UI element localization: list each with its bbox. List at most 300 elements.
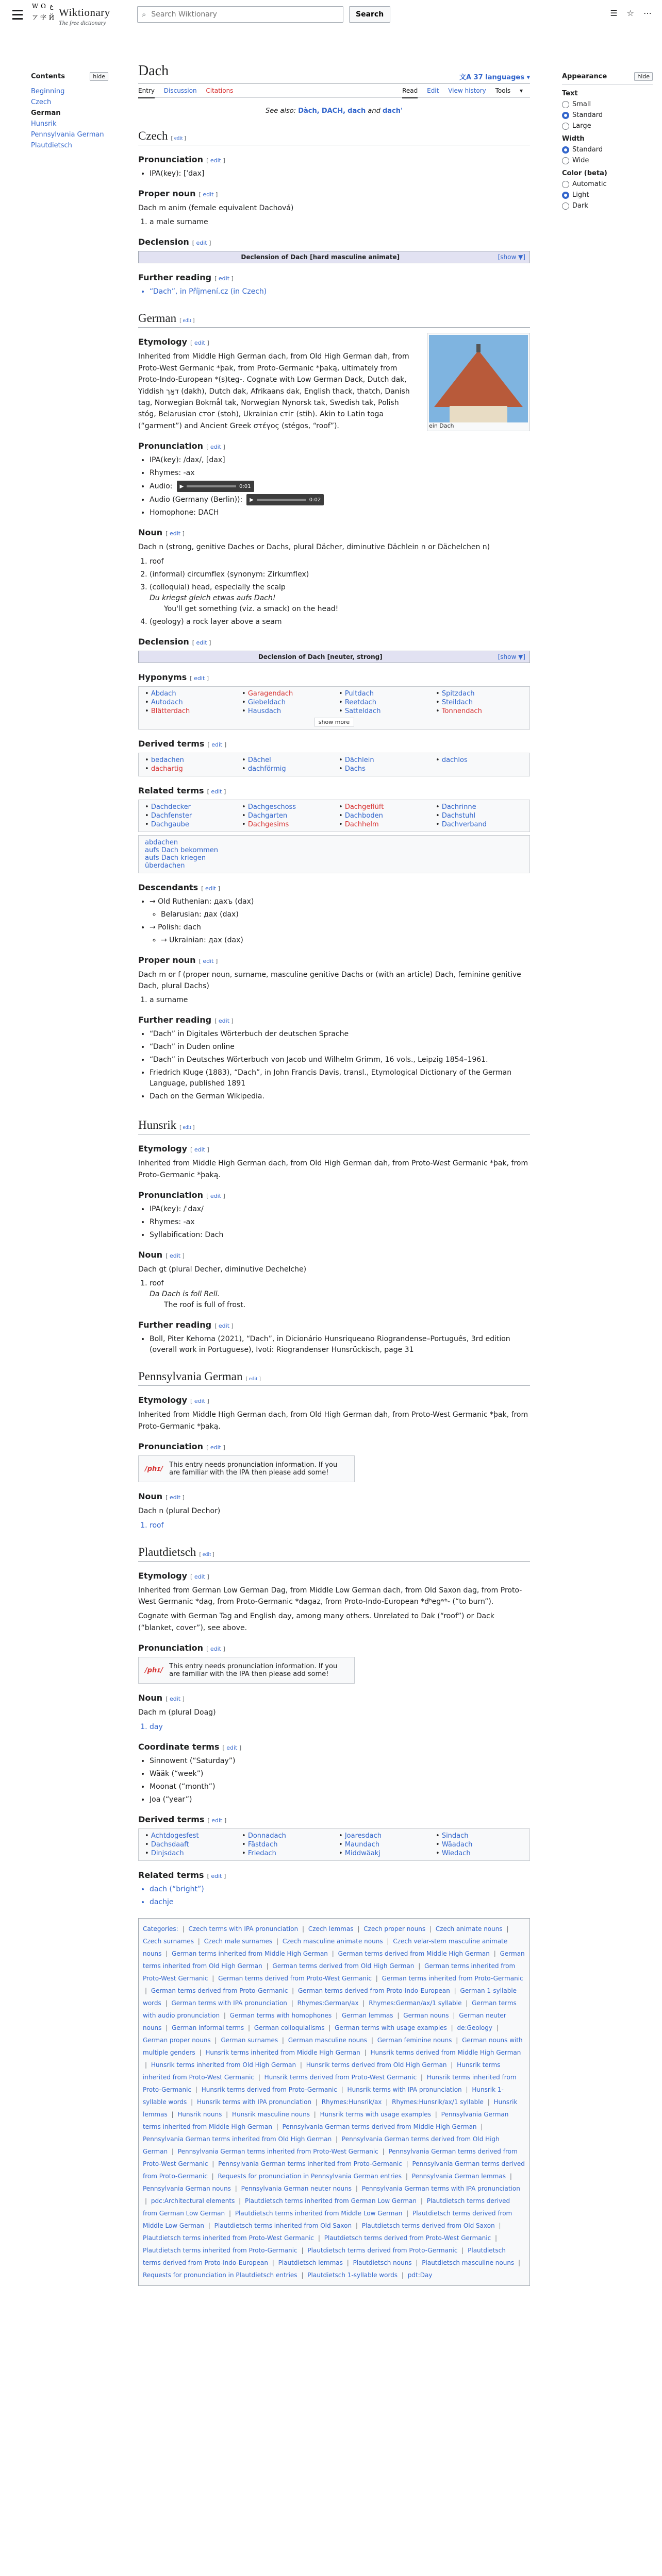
term-link[interactable]: • Dachgarten	[242, 812, 329, 820]
edit-link[interactable]: [ edit ]	[171, 135, 186, 141]
category-link[interactable]: Plautdietsch terms derived from Proto-West Germanic	[324, 2234, 491, 2242]
search-button[interactable]: Search	[349, 6, 390, 23]
edit-link[interactable]: [ edit ]	[166, 1696, 185, 1702]
category-separator: |	[355, 2222, 358, 2229]
category-link[interactable]: Pennsylvania German terms inherited from Middle High German	[143, 2110, 509, 2130]
category-link[interactable]: Rhymes:German/ax/1 syllable	[369, 1999, 462, 2007]
main-menu-button[interactable]	[10, 7, 25, 22]
category-link[interactable]: Pennsylvania German terms derived from Proto-West Germanic	[143, 2147, 518, 2167]
further-reading-item: • Boll, Piter Kehoma (2021), “Dach”, in Dicionário Hunsriqueano Riograndense–Português, 3rd edition (overall work in Portuguese), Ivoti: Riograndenser Hunsrückisch, page 31	[150, 1334, 530, 1355]
watchlist-icon[interactable]: ☆	[626, 8, 634, 18]
heading-text: Coordinate terms	[138, 1741, 220, 1752]
audio-row	[150, 481, 530, 492]
toc-item-czech[interactable]: Czech	[31, 98, 52, 106]
categories-box	[138, 1918, 530, 2286]
tab-citations[interactable]: Citations	[206, 87, 234, 94]
edit-link[interactable]: [ edit ]	[214, 275, 234, 282]
category-link[interactable]: German terms with homophones	[229, 2011, 332, 2019]
edit-link[interactable]: [ edit ]	[179, 1124, 194, 1130]
heading-further-reading	[138, 1320, 530, 1330]
term-link[interactable]: • dachförmig	[242, 765, 329, 773]
audio-time: 0:02	[309, 497, 321, 503]
image-caption: ein Dach	[429, 422, 454, 430]
term-link[interactable]: • Tonnendach	[436, 707, 523, 715]
category-link[interactable]: German neuter nouns	[143, 2011, 506, 2031]
heading-declension	[138, 637, 530, 647]
tab-tools[interactable]: Tools ▾	[495, 87, 523, 94]
term-link[interactable]: • Dächel	[242, 756, 329, 764]
width-label: Width	[562, 135, 585, 143]
term-link[interactable]: • Joaresdach	[339, 1832, 426, 1840]
coordinate-term[interactable]: • Moonat (“month”)	[150, 1782, 530, 1792]
category-link[interactable]: German lemmas	[341, 2011, 393, 2019]
further-link[interactable]: • “Dach” in Digitales Wörterbuch der deutschen Sprache	[150, 1029, 530, 1040]
category-link[interactable]: Hunsrik terms with IPA pronunciation	[196, 2098, 312, 2106]
term-link[interactable]: aufs Dach kriegen	[145, 854, 206, 862]
heading-derived-terms	[138, 1815, 530, 1824]
category-link[interactable]: Czech velar-stem masculine animate nouns	[143, 1937, 508, 1957]
toc-hide-button[interactable]: hide	[90, 72, 108, 81]
heading-pronunciation	[138, 155, 530, 164]
category-link[interactable]: German surnames	[221, 2036, 278, 2044]
edit-link[interactable]: [ edit ]	[207, 1873, 226, 1879]
category-link[interactable]: Plautdietsch masculine nouns	[422, 2259, 515, 2266]
category-link[interactable]: Plautdietsch terms derived from Middle Low German	[143, 2209, 512, 2229]
category-link[interactable]: Hunsrik masculine nouns	[232, 2110, 310, 2118]
category-separator: |	[420, 2197, 423, 2205]
heading-text: Czech	[138, 129, 168, 142]
category-link[interactable]: German terms derived from Old High German	[272, 1962, 415, 1970]
ipa-request-icon: /phɪ/	[145, 1465, 163, 1473]
term-link[interactable]: • Dinjsdach	[145, 1850, 233, 1857]
toc-item-pennsylvania-german[interactable]: Pennsylvania German	[31, 131, 104, 139]
tab-view-history[interactable]: View history	[448, 87, 486, 94]
category-link[interactable]: German terms with usage examples	[335, 2024, 447, 2031]
toc-item-hunsrik[interactable]: Hunsrik	[31, 120, 57, 128]
category-separator: |	[195, 2086, 197, 2093]
category-link[interactable]: Czech masculine animate nouns	[282, 1937, 383, 1945]
tab-edit[interactable]: Edit	[427, 87, 439, 94]
term-link[interactable]: • Hausdach	[242, 707, 329, 715]
heading-derived-terms	[138, 739, 530, 749]
category-link[interactable]: Hunsrik terms derived from Proto-West Germanic	[264, 2073, 417, 2081]
term-link[interactable]: • Spitzdach	[436, 690, 523, 698]
term-link[interactable]: • Fästdach	[242, 1841, 329, 1849]
edit-link[interactable]: [ edit ]	[206, 1193, 225, 1199]
notifications-icon[interactable]: ☰	[610, 8, 618, 18]
section-german	[138, 312, 530, 1104]
category-separator: |	[166, 1950, 168, 1957]
edit-link[interactable]: [ edit ]	[206, 444, 225, 450]
category-link[interactable]: Rhymes:German/ax	[297, 1999, 359, 2007]
see-also-label: See also:	[265, 107, 296, 115]
edit-link[interactable]: [ edit ]	[201, 885, 220, 892]
term-link[interactable]: • Blätterdach	[145, 707, 233, 715]
term-link[interactable]: • Giebeldach	[242, 699, 329, 706]
edit-link[interactable]: [ edit ]	[199, 191, 218, 198]
term-link[interactable]: • Dachhelm	[339, 821, 426, 828]
ipa-line: • IPA(key): /ˈdax/	[150, 1204, 530, 1215]
declension-title: Declension of Dach [neuter, strong]	[258, 653, 383, 660]
term-link[interactable]: • Satteldach	[339, 707, 426, 715]
toc-header	[31, 72, 108, 81]
category-link[interactable]: Czech proper nouns	[363, 1925, 426, 1933]
category-separator: |	[212, 2160, 214, 2167]
edit-link[interactable]: [ edit ]	[214, 1323, 234, 1329]
category-separator: |	[416, 2259, 418, 2266]
category-link[interactable]: German terms inherited from Proto-West Germanic	[143, 1962, 516, 1982]
category-link[interactable]: Hunsrik terms inherited from Proto-West Germanic	[143, 2061, 501, 2081]
category-link[interactable]: German terms inherited from Middle High German	[172, 1950, 328, 1957]
category-separator: |	[191, 2098, 193, 2106]
heading-text: Pronunciation	[138, 1643, 204, 1653]
coordinate-term[interactable]: • Joa (“year”)	[150, 1794, 530, 1805]
category-link[interactable]: Pennsylvania German terms inherited from Old High German	[143, 2135, 332, 2143]
category-link[interactable]: Czech surnames	[143, 1937, 194, 1945]
category-separator: |	[466, 1999, 468, 2007]
heading-text: Hyponyms	[138, 672, 187, 682]
category-link[interactable]: German masculine nouns	[288, 2036, 368, 2044]
category-link[interactable]: Rhymes:Hunsrik/ax	[321, 2098, 382, 2106]
category-link[interactable]: German terms with audio pronunciation	[143, 1999, 517, 2019]
coordinate-term[interactable]: • Wääk (“week”)	[150, 1769, 530, 1780]
category-link[interactable]: German terms inherited from Proto-Germanic	[382, 1974, 523, 1982]
category-link[interactable]: German 1-syllable words	[143, 1987, 517, 2007]
edit-link[interactable]: [ edit ]	[192, 639, 211, 646]
page-title: Dach	[138, 63, 169, 79]
category-link[interactable]: Plautdietsch terms derived from Old Saxon	[361, 2222, 495, 2229]
category-link[interactable]: German colloquialisms	[254, 2024, 325, 2031]
term-link[interactable]: • Garagendach	[242, 690, 329, 698]
term-link[interactable]: • Dachstuhl	[436, 812, 523, 820]
category-link[interactable]: Hunsrik terms inherited from Middle High German	[205, 2048, 360, 2056]
category-link[interactable]: Pennsylvania German terms with IPA pronunciation	[361, 2184, 520, 2192]
show-button[interactable]: [show ▼]	[498, 653, 525, 660]
term-link[interactable]: abdachen	[145, 838, 178, 846]
appearance-panel	[562, 72, 653, 213]
toc-item-plautdietsch[interactable]: Plautdietsch	[31, 142, 72, 149]
headword-line: Dach m anim (female equivalent Dachová)	[138, 204, 294, 212]
see-also-link[interactable]: dach	[347, 107, 366, 115]
term-link[interactable]: • Reetdach	[339, 699, 426, 706]
category-separator: |	[292, 1987, 294, 1994]
category-link[interactable]: Pennsylvania German terms derived from Proto-Germanic	[143, 2160, 525, 2180]
category-link[interactable]: Plautdietsch terms inherited from Middle Low German	[235, 2209, 403, 2217]
category-separator: |	[208, 2222, 210, 2229]
heading-text: Proper noun	[138, 189, 196, 198]
audio-player[interactable]	[177, 481, 254, 492]
width-standard[interactable]	[562, 146, 653, 154]
category-separator: |	[382, 2147, 385, 2155]
term-link[interactable]: • dachlos	[436, 756, 523, 764]
descendant	[150, 922, 530, 946]
derived-terms-list	[138, 753, 530, 776]
category-link[interactable]: Czech animate nouns	[435, 1925, 503, 1933]
edit-link[interactable]: [ edit ]	[245, 1376, 260, 1382]
term-link[interactable]: • Sindach	[436, 1832, 523, 1840]
category-link[interactable]: German proper nouns	[143, 2036, 211, 2044]
section-pennsylvania-german	[138, 1370, 530, 1531]
category-separator: |	[387, 1937, 389, 1945]
option-label: Dark	[572, 202, 588, 210]
term-link[interactable]: • Dachgeschoss	[242, 803, 329, 811]
color-automatic[interactable]	[562, 180, 653, 188]
search-input[interactable]	[150, 10, 343, 19]
search-box	[137, 6, 384, 23]
definition: 1. a surname	[150, 995, 530, 1006]
toc-heading: Contents	[31, 73, 65, 80]
heading-related-terms	[138, 786, 530, 795]
category-link[interactable]: German terms derived from Proto-West Germanic	[218, 1974, 372, 1982]
term-link[interactable]: • Dachdecker	[145, 803, 233, 811]
edit-link[interactable]: [ edit ]	[222, 1744, 241, 1751]
text-size-large[interactable]	[562, 122, 653, 130]
further-link[interactable]: • Dach on the German Wikipedia.	[150, 1091, 530, 1102]
category-separator: |	[166, 2024, 168, 2031]
site-brand[interactable]	[59, 6, 110, 27]
section-hunsrik	[138, 1118, 530, 1355]
show-more-button[interactable]: show more	[314, 718, 354, 726]
edit-link[interactable]: [ edit ]	[190, 340, 209, 346]
category-link[interactable]: Pennsylvania German terms derived from Old High German	[143, 2135, 500, 2155]
category-link[interactable]: Plautdietsch terms inherited from Proto-West Germanic	[143, 2234, 315, 2242]
category-link[interactable]: Plautdietsch 1-syllable words	[307, 2271, 398, 2279]
definition[interactable]: 1. roof	[150, 1520, 530, 1531]
category-link[interactable]: Requests for pronunciation in Plautdietsch entries	[143, 2271, 297, 2279]
term-link[interactable]: • Steildach	[436, 699, 523, 706]
category-link[interactable]: Hunsrik terms inherited from Proto-Germanic	[143, 2073, 517, 2093]
toc-item-beginning[interactable]: Beginning	[31, 88, 65, 95]
color-light[interactable]	[562, 191, 653, 199]
term-link[interactable]: • dachartig	[145, 765, 233, 773]
heading-noun	[138, 1250, 530, 1260]
category-link[interactable]: German informal terms	[172, 2024, 244, 2031]
roof-image[interactable]	[429, 335, 528, 422]
category-link[interactable]: Hunsrik lemmas	[143, 2098, 518, 2118]
category-link[interactable]: German terms derived from Proto-Germanic	[151, 1987, 288, 1994]
text-size-standard[interactable]	[562, 111, 653, 119]
edit-link[interactable]: [ edit ]	[207, 788, 226, 795]
appearance-hide-button[interactable]: hide	[634, 72, 653, 81]
heading-text: Noun	[138, 1693, 163, 1703]
width-wide[interactable]	[562, 157, 653, 164]
language-count: 37 languages	[473, 74, 524, 81]
pronunciation-request-box	[138, 1657, 355, 1684]
heading-declension	[138, 237, 530, 247]
color-dark[interactable]	[562, 202, 653, 210]
further-link[interactable]: • Friedrich Kluge (1883), “Dach”, in John Francis Davis, transl., Etymological Dictionary of the German Language, published 1891	[150, 1067, 530, 1089]
edit-link[interactable]: [ edit ]	[207, 1817, 226, 1824]
category-link[interactable]: Czech lemmas	[308, 1925, 354, 1933]
term-link[interactable]: • Dachgesims	[242, 821, 329, 828]
category-link[interactable]: Hunsrik nouns	[177, 2110, 222, 2118]
category-separator: |	[506, 1925, 509, 1933]
wiktionary-logo[interactable]: W Ω ع ア 字 Й	[31, 3, 55, 21]
site-tagline: The free dictionary	[59, 19, 106, 26]
edit-link[interactable]: [ edit ]	[206, 1444, 225, 1451]
edit-link[interactable]: [ edit ]	[166, 1494, 185, 1501]
term-link[interactable]: • Dachsdaaft	[145, 1841, 233, 1849]
term-link[interactable]: • Pultdach	[339, 690, 426, 698]
heading-hunsrik	[138, 1118, 530, 1134]
edit-link[interactable]: [ edit ]	[207, 741, 226, 748]
category-link[interactable]: Hunsrik terms with usage examples	[320, 2110, 431, 2118]
rhymes-line: • Rhymes: -ax	[150, 1217, 530, 1228]
category-link[interactable]: Rhymes:Hunsrik/ax/1 syllable	[392, 2098, 484, 2106]
heading-related-terms	[138, 1870, 530, 1880]
category-link[interactable]: German terms derived from Middle High German	[338, 1950, 490, 1957]
edit-link[interactable]: [ edit ]	[199, 958, 218, 964]
term-link[interactable]: • Wäadach	[436, 1841, 523, 1849]
category-link[interactable]: German terms with IPA pronunciation	[171, 1999, 287, 2007]
category-link[interactable]: Pennsylvania German terms derived from Middle High German	[282, 2123, 477, 2130]
definition: 1. roof	[150, 556, 530, 567]
term-link[interactable]: • Dachrinne	[436, 803, 523, 811]
edit-link[interactable]: [ edit ]	[190, 1398, 209, 1404]
term-link[interactable]: • Friedach	[242, 1850, 329, 1857]
see-also-link[interactable]: dach'	[382, 107, 403, 115]
definition: 1. a male surname	[150, 217, 530, 228]
category-link[interactable]: Plautdietsch terms inherited from German Low German	[245, 2197, 417, 2205]
category-link[interactable]: Pennsylvania German nouns	[143, 2184, 231, 2192]
term-link[interactable]: • Maundach	[339, 1841, 426, 1849]
category-link[interactable]: Plautdietsch terms inherited from Proto-Germanic	[143, 2246, 297, 2254]
term-link[interactable]: • Donnadach	[242, 1832, 329, 1840]
category-link[interactable]: Czech terms with IPA pronunciation	[188, 1925, 299, 1933]
category-link[interactable]: Requests for pronunciation in Pennsylvania German entries	[218, 2172, 402, 2180]
see-also-link[interactable]: DACH,	[321, 107, 346, 115]
term-link[interactable]: • Dachs	[339, 765, 426, 773]
heading-text: Declension	[138, 636, 189, 647]
category-link[interactable]: Hunsrik terms derived from Middle High German	[370, 2048, 521, 2056]
category-link[interactable]: Czech male surnames	[204, 1937, 273, 1945]
term-link[interactable]: • Wiedach	[436, 1850, 523, 1857]
term-link[interactable]: • Autodach	[145, 699, 233, 706]
category-link[interactable]: Pennsylvania German terms inherited from Proto-Germanic	[218, 2160, 402, 2167]
category-link[interactable]: German feminine nouns	[377, 2036, 452, 2044]
category-link[interactable]: German terms derived from Proto-Indo-European	[298, 1987, 450, 1994]
heading-plautdietsch	[138, 1546, 530, 1562]
category-link[interactable]: Plautdietsch lemmas	[278, 2259, 343, 2266]
category-link[interactable]: Plautdietsch terms derived from Proto-Indo-European	[143, 2246, 506, 2266]
category-link[interactable]: Plautdietsch terms inherited from Old Saxon	[214, 2222, 352, 2229]
audio-label: • Audio:	[150, 482, 173, 490]
edit-link[interactable]: [ edit ]	[190, 675, 209, 682]
further-link[interactable]: • “Dach”, in Příjmení.cz (in Czech)	[150, 286, 530, 297]
term-link[interactable]: • Dächlein	[339, 756, 426, 764]
term-link[interactable]: überdachen	[145, 861, 185, 870]
term-link[interactable]: • Dachgaube	[145, 821, 233, 828]
text-size-label: Text	[562, 90, 578, 97]
category-separator: |	[418, 1962, 421, 1970]
further-link[interactable]: • “Dach” in Deutsches Wörterbuch von Jacob und Wilhelm Grimm, 16 vols., Leipzig 1854–1961.	[150, 1055, 530, 1065]
play-icon[interactable]: ▶	[250, 497, 254, 503]
category-link[interactable]: Plautdietsch nouns	[353, 2259, 412, 2266]
request-text: This entry needs pronunciation information. If you are familiar with the IPA then please add some!	[169, 1461, 338, 1477]
category-link[interactable]: German nouns	[403, 2011, 449, 2019]
edit-link[interactable]: [ edit ]	[179, 317, 194, 324]
category-link[interactable]: Pennsylvania German neuter nouns	[241, 2184, 352, 2192]
related-term[interactable]: • dach (“bright”)	[150, 1884, 530, 1895]
audio-time: 0:01	[239, 483, 251, 489]
term-link[interactable]: • Dachgeflüft	[339, 803, 426, 811]
term-link[interactable]: • Middwäakj	[339, 1850, 426, 1857]
category-separator: |	[451, 2024, 453, 2031]
audio-player[interactable]	[246, 494, 324, 505]
edit-link[interactable]: [ edit ]	[190, 1146, 209, 1153]
play-icon[interactable]: ▶	[179, 483, 184, 489]
category-link[interactable]: pdc:Architectural elements	[151, 2197, 235, 2205]
edit-link[interactable]: [ edit ]	[190, 1573, 209, 1580]
heading-text: Declension	[138, 237, 189, 247]
text-size-small[interactable]	[562, 100, 653, 108]
edit-link[interactable]: [ edit ]	[206, 1646, 225, 1652]
language-button[interactable]: 文A 37 languages ▾	[459, 74, 530, 81]
category-link[interactable]: Hunsrik 1-syllable words	[143, 2086, 504, 2106]
tools-label: Tools	[495, 87, 511, 94]
category-link[interactable]: Hunsrik terms derived from Old High German	[306, 2061, 447, 2069]
tab-entry[interactable]: Entry	[138, 87, 155, 98]
further-link[interactable]: • “Dach” in Duden online	[150, 1042, 530, 1053]
show-button[interactable]: [show ▼]	[498, 253, 525, 261]
related-terms-list	[138, 800, 530, 832]
term-link[interactable]: • Achtdogesfest	[145, 1832, 233, 1840]
edit-link[interactable]: [ edit ]	[199, 1551, 214, 1557]
category-link[interactable]: German nouns with multiple genders	[143, 2036, 523, 2056]
category-link[interactable]: Plautdietsch terms derived from Proto-Germanic	[307, 2246, 458, 2254]
edit-link[interactable]: [ edit ]	[166, 1252, 185, 1259]
term-link[interactable]: • Dachfenster	[145, 812, 233, 820]
categories-label[interactable]: Categories:	[143, 1925, 178, 1933]
term-link[interactable]: • Dachverband	[436, 821, 523, 828]
edit-link[interactable]: [ edit ]	[206, 157, 225, 164]
tab-read[interactable]: Read	[402, 87, 418, 98]
category-link[interactable]: Hunsrik terms with IPA pronunciation	[347, 2086, 462, 2093]
audio-label: • Audio (Germany (Berlin)):	[150, 495, 243, 504]
category-link[interactable]: Plautdietsch terms derived from German Low German	[143, 2197, 510, 2217]
term-link[interactable]: aufs Dach bekommen	[145, 846, 219, 854]
option-label: Small	[572, 100, 591, 108]
term-link[interactable]: • bedachen	[145, 756, 233, 764]
definition[interactable]: 1. day	[150, 1722, 530, 1733]
option-label: Large	[572, 122, 591, 130]
category-separator: |	[248, 2024, 251, 2031]
syllabification-line: • Syllabification: Dach	[150, 1230, 530, 1241]
term-link[interactable]: • Abdach	[145, 690, 233, 698]
category-link[interactable]: Pennsylvania German terms inherited from Proto-West Germanic	[177, 2147, 378, 2155]
category-link[interactable]: Pennsylvania German lemmas	[411, 2172, 506, 2180]
category-link[interactable]: de:Geology	[457, 2024, 492, 2031]
category-separator: |	[199, 2048, 202, 2056]
see-also-link[interactable]: Dàch,	[298, 107, 320, 115]
related-term[interactable]: • dachje	[150, 1897, 530, 1908]
term-link[interactable]: • Dachboden	[339, 812, 426, 820]
category-separator: |	[301, 2246, 304, 2254]
toc-item-german[interactable]: German	[31, 109, 61, 117]
tab-discussion[interactable]: Discussion	[163, 87, 197, 94]
category-link[interactable]: Hunsrik terms derived from Proto-Germanic	[201, 2086, 337, 2093]
table-of-contents	[31, 72, 108, 151]
category-link[interactable]: Hunsrik terms inherited from Old High German	[151, 2061, 296, 2069]
category-link[interactable]: pdt:Day	[407, 2271, 433, 2279]
definition-text: (colloquial) head, especially the scalp	[150, 583, 286, 591]
category-link[interactable]: German terms inherited from Old High German	[143, 1950, 525, 1970]
edit-link[interactable]: [ edit ]	[214, 1018, 234, 1024]
user-menu-icon[interactable]: ⋯	[643, 8, 652, 18]
edit-link[interactable]: [ edit ]	[166, 530, 185, 537]
coordinate-term[interactable]: • Sinnowent (“Saturday”)	[150, 1756, 530, 1767]
edit-link[interactable]: [ edit ]	[192, 240, 211, 246]
